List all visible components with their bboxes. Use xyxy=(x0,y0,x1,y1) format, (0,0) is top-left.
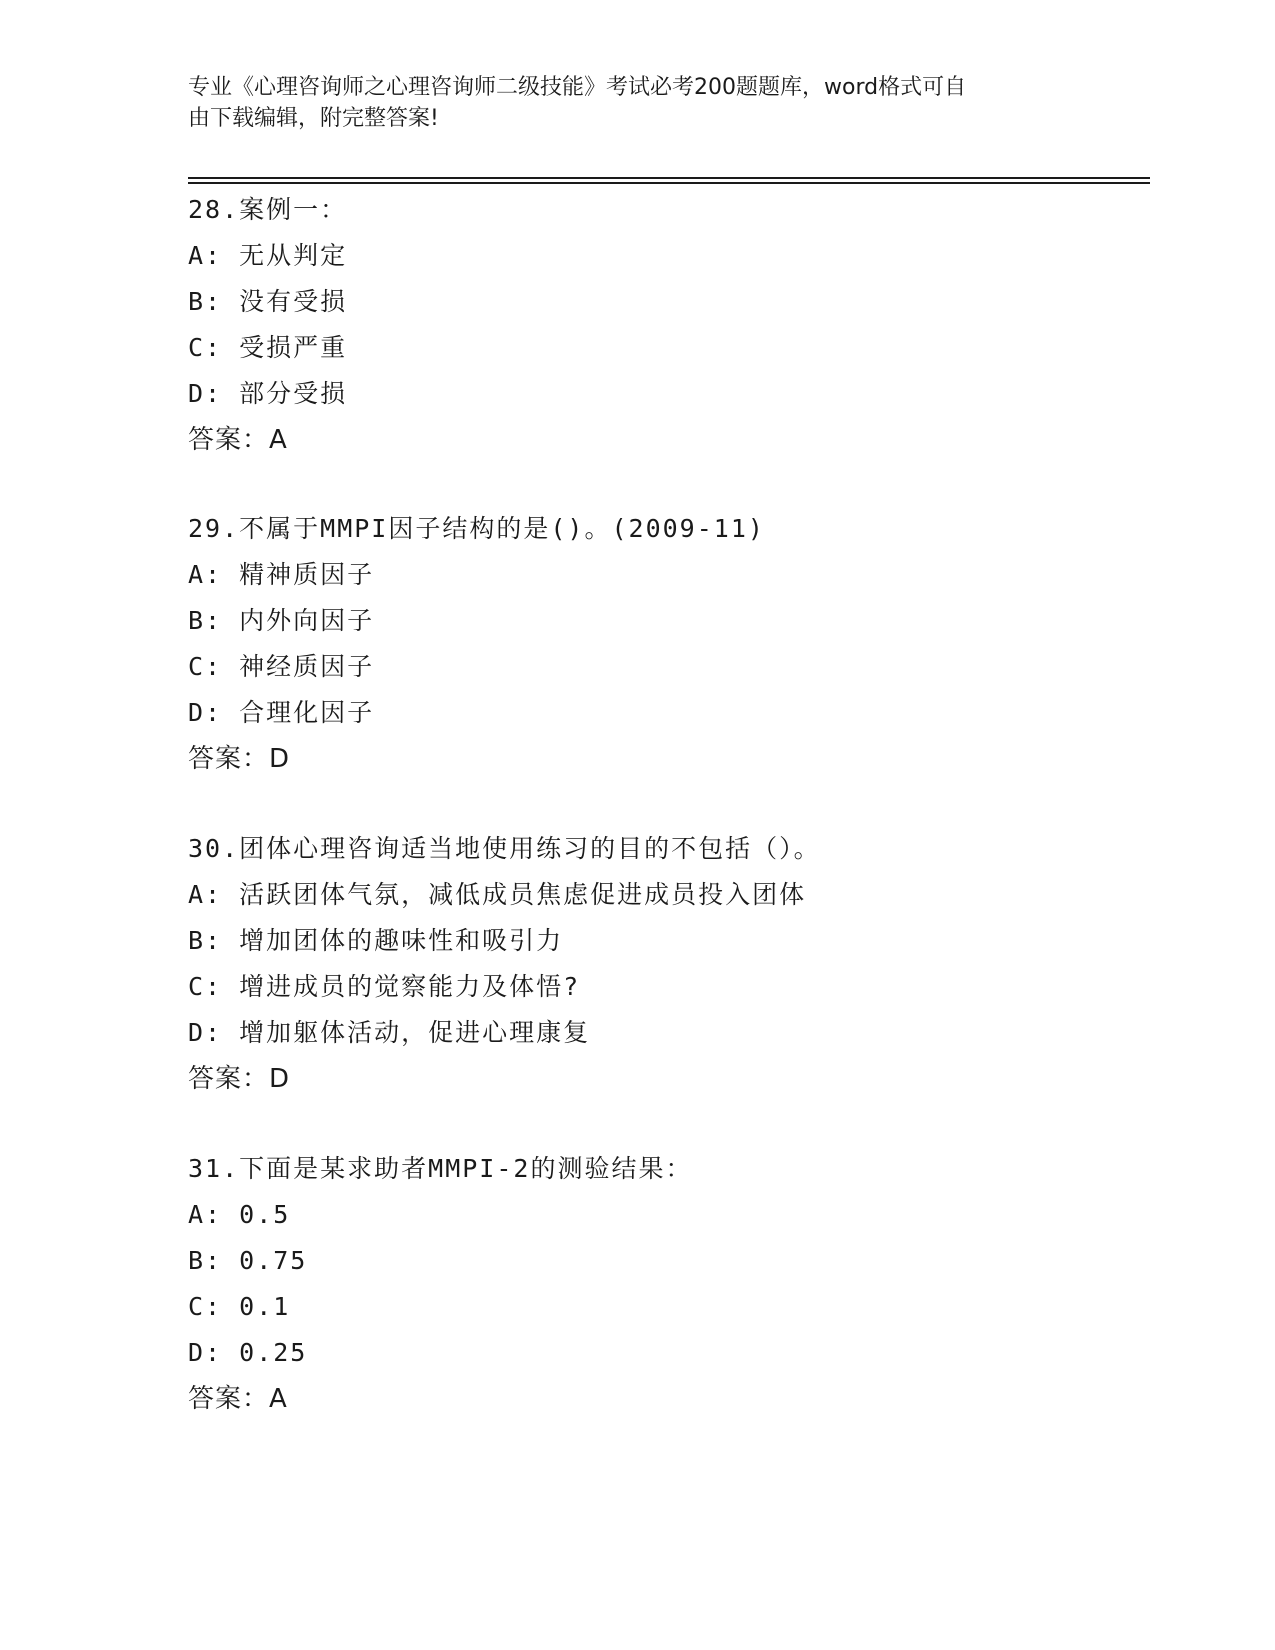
option-b: B: 没有受损 xyxy=(188,287,348,316)
option-b: B: 内外向因子 xyxy=(188,606,375,635)
answer-key: 答案：A xyxy=(188,425,288,455)
question-31 xyxy=(188,1146,1148,1422)
option-d: D: 0.25 xyxy=(188,1338,308,1367)
option-c: C: 增进成员的觉察能力及体悟? xyxy=(188,972,581,1001)
question-stem: 30.团体心理咨询适当地使用练习的目的不包括（）。 xyxy=(188,834,821,863)
document-header xyxy=(188,72,1068,134)
answer-key: 答案：A xyxy=(188,1384,288,1414)
header-line-2: 由下载编辑，附完整答案! xyxy=(188,106,439,131)
question-28 xyxy=(188,187,1148,463)
question-30 xyxy=(188,826,1148,1102)
header-line-1: 专业《心理咨询师之心理咨询师二级技能》考试必考200题题库，word格式可自 xyxy=(188,75,967,100)
option-a: A: 精神质因子 xyxy=(188,560,375,589)
answer-key: 答案：D xyxy=(188,744,291,774)
option-b: B: 0.75 xyxy=(188,1246,308,1275)
question-29 xyxy=(188,506,1148,782)
option-d: D: 增加躯体活动，促进心理康复 xyxy=(188,1018,591,1047)
option-d: D: 部分受损 xyxy=(188,379,348,408)
option-c: C: 神经质因子 xyxy=(188,652,375,681)
header-divider-bottom xyxy=(188,182,1150,184)
header-divider-top xyxy=(188,177,1150,179)
option-c: C: 0.1 xyxy=(188,1292,291,1321)
option-a: A: 无从判定 xyxy=(188,241,348,270)
question-stem: 28.案例一： xyxy=(188,195,348,224)
option-a: A: 活跃团体气氛，减低成员焦虑促进成员投入团体 xyxy=(188,880,807,909)
question-stem: 31.下面是某求助者MMPI-2的测验结果： xyxy=(188,1154,693,1183)
question-stem: 29.不属于MMPI因子结构的是()。(2009-11) xyxy=(188,514,765,543)
option-b: B: 增加团体的趣味性和吸引力 xyxy=(188,926,564,955)
option-a: A: 0.5 xyxy=(188,1200,291,1229)
option-c: C: 受损严重 xyxy=(188,333,348,362)
answer-key: 答案：D xyxy=(188,1064,291,1094)
option-d: D: 合理化因子 xyxy=(188,698,375,727)
